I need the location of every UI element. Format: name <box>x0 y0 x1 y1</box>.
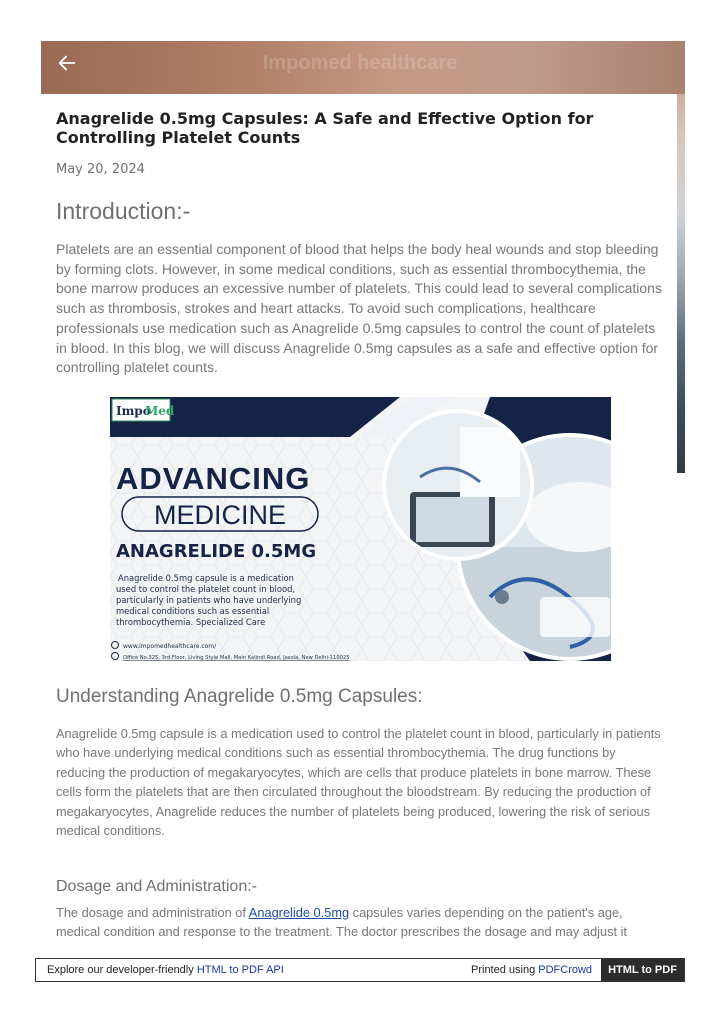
post-title: Anagrelide 0.5mg Capsules: A Safe and Effective Option for Controlling Platelet Counts <box>56 109 594 147</box>
html-to-pdf-api-link[interactable]: HTML to PDF API <box>196 964 284 976</box>
banner-desc-3: particularly in patients who have underlying <box>116 595 302 605</box>
banner-line-advancing: ADVANCING <box>116 461 311 496</box>
logo-part2: Med <box>145 404 175 418</box>
footer-printed-text: Printed using <box>471 964 539 976</box>
understanding-heading: Understanding Anagrelide 0.5mg Capsules: <box>56 686 423 707</box>
footer-printed <box>471 964 592 976</box>
banner-line-medicine: MEDICINE <box>153 500 287 530</box>
footer-explore <box>47 964 284 976</box>
banner-website: www.impomedhealthcare.com/ <box>123 643 217 650</box>
html-to-pdf-button[interactable]: HTML to PDF <box>601 959 684 981</box>
dosage-paragraph <box>56 903 666 942</box>
dosage-heading: Dosage and Administration:- <box>56 878 257 895</box>
banner-image <box>110 397 611 661</box>
banner-address: Office No.325, 3rd Floor, Living Style Mall, Main Kalindi Road, Jasola, New Delhi-110025 <box>123 655 350 661</box>
dosage-text-before: The dosage and administration of <box>56 905 249 920</box>
understanding-paragraph: Anagrelide 0.5mg capsule is a medication used to control the platelet count in blood, particularly in patients who have underlying medical conditions such as essential thrombocythemia. The drug functions by reducing the production of megakaryocytes, which are cells that produce platelets in bone marrow. These cells form the platelets that are then circulated throughout the bloodstream. By reducing the production of megakaryocytes, Anagrelide reduces the number of platelets being produced, lowering the risk of serious medical conditions. <box>56 726 661 839</box>
post-date: May 20, 2024 <box>56 162 145 177</box>
banner-desc-4: medical conditions such as essential <box>116 606 270 616</box>
banner-line-drug: ANAGRELIDE 0.5MG <box>116 541 317 562</box>
banner-desc-1: Anagrelide 0.5mg capsule is a medication <box>118 573 294 583</box>
anagrelide-link[interactable]: Anagrelide 0.5mg <box>248 905 350 920</box>
dosage-text-after: capsules varies depending on the patient's age, medical condition and response to the treatment. The doctor prescribes the dosage and may adjust it <box>56 905 627 940</box>
logo-part1: Impo <box>116 404 151 418</box>
intro-paragraph: Platelets are an essential component of blood that helps the body heal wounds and stop bleeding by forming clots. However, in some medical conditions, such as essential thrombocythemia, the bone marrow produces an excessive number of platelets. This could lead to several complications such as thrombosis, strokes and heart attacks. To avoid such complications, healthcare professionals use medication such as Anagrelide 0.5mg capsules to control the count of platelets in blood. In this blog, we will discuss Anagrelide 0.5mg capsules as a safe and effective option for controlling platelet counts. <box>56 241 662 376</box>
back-arrow-icon[interactable] <box>56 52 78 74</box>
footer-explore-text: Explore our developer-friendly <box>47 964 197 976</box>
pdfcrowd-link[interactable]: PDFCrowd <box>538 964 593 976</box>
intro-heading: Introduction:- <box>56 198 191 224</box>
site-title[interactable]: Impomed healthcare <box>262 52 458 74</box>
banner-desc-2: used to control the platelet count in blood, <box>116 584 296 594</box>
pdfcrowd-footer <box>35 958 685 982</box>
banner-desc-5: thrombocythemia. Specialized Care <box>116 617 266 627</box>
